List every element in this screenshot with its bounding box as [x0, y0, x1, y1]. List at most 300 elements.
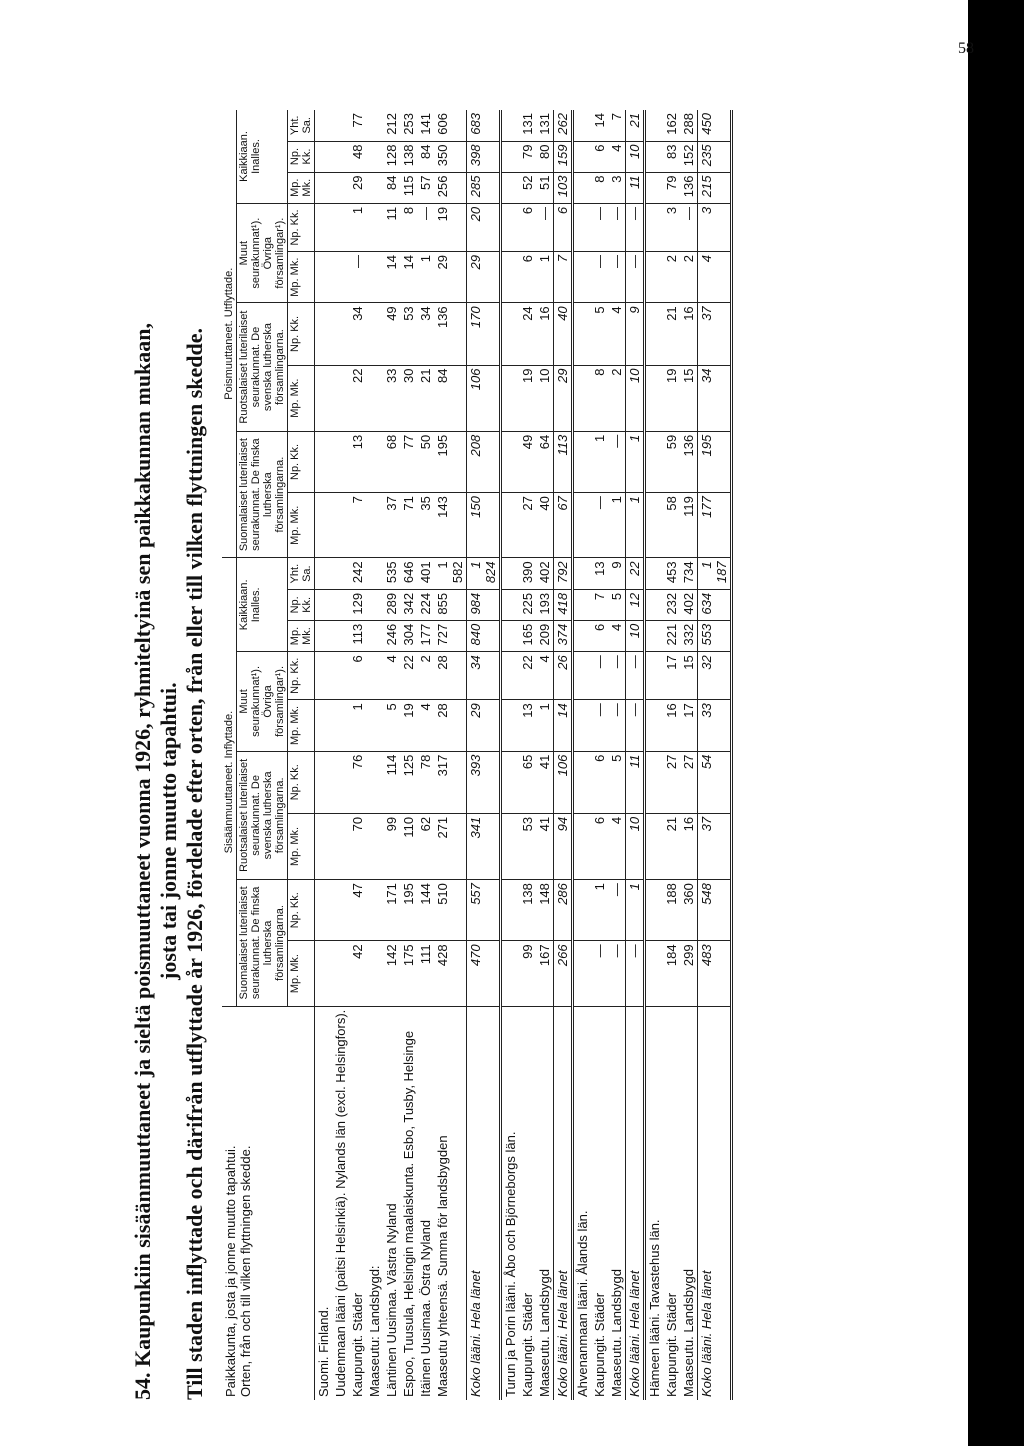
table-cell: 20	[467, 203, 501, 251]
table-cell: 49	[383, 303, 400, 365]
table-cell	[315, 493, 333, 558]
table-cell: 7	[554, 252, 573, 303]
table-body	[315, 110, 732, 1400]
table-cell	[501, 493, 520, 558]
table-cell: —	[608, 252, 626, 303]
table-cell: 15	[680, 365, 698, 431]
table-row	[519, 110, 536, 1400]
row-label: Turun ja Porin lääni. Åbo och Björneborgs län.	[503, 1131, 518, 1397]
table-cell	[645, 700, 664, 751]
table-cell	[315, 141, 333, 172]
table-cell: 418	[554, 589, 573, 620]
table-cell: 342	[400, 589, 417, 620]
table-cell: 428	[434, 941, 467, 1006]
title-line-3: Till staden inflyttade och därifrån utflyttade år 1926, fördelade efter orten, från eller till vilken flyttningen skedde.	[182, 327, 207, 1400]
table-cell: 232	[663, 589, 680, 620]
table-cell	[573, 303, 592, 365]
table-cell: 483	[698, 941, 732, 1006]
table-cell: —	[591, 700, 608, 751]
table-cell	[573, 700, 592, 751]
table-cell: 184	[663, 941, 680, 1006]
sub-header: Mp. Mk.	[288, 700, 315, 751]
table-row	[349, 110, 366, 1400]
table-cell: 53	[519, 813, 536, 879]
table-cell: —	[608, 880, 626, 941]
table-cell: 2	[663, 252, 680, 303]
table-cell: 17	[680, 700, 698, 751]
table-cell	[573, 558, 592, 589]
table-cell: 6	[519, 203, 536, 251]
table-cell: 341	[467, 813, 501, 879]
table-cell: 286	[554, 880, 573, 941]
table-cell: 683	[467, 110, 501, 141]
table-cell: 13	[519, 700, 536, 751]
row-label: Maaseutu yhteensä. Summa för landsbygden	[435, 1135, 450, 1397]
table-cell: 30	[400, 365, 417, 431]
table-cell	[315, 589, 333, 620]
table-cell: 128	[383, 141, 400, 172]
table-cell: 175	[400, 941, 417, 1006]
table-cell	[501, 252, 520, 303]
table-cell: 58	[663, 493, 680, 558]
table-cell: 41	[536, 813, 554, 879]
table-cell: 138	[400, 141, 417, 172]
table-cell	[366, 110, 383, 141]
table-cell: 28	[434, 700, 467, 751]
table-cell: 235	[698, 141, 732, 172]
table-cell	[645, 365, 664, 431]
table-cell	[501, 813, 520, 879]
row-label: Hämeen lääni. Tavastehus län.	[647, 1219, 662, 1397]
table-cell: 1 824	[467, 558, 501, 589]
table-cell: 5	[608, 589, 626, 620]
table-cell: 119	[680, 493, 698, 558]
table-cell: 646	[400, 558, 417, 589]
table-cell	[366, 365, 383, 431]
table-cell: 10	[626, 365, 645, 431]
group-header: Suomalaiset luterilaiset seurakunnat. De finska lutherska församlingarna.	[237, 431, 288, 558]
table-cell: 57	[417, 172, 434, 203]
table-cell: 142	[383, 941, 400, 1006]
table-cell	[645, 751, 664, 813]
sub-header: Mp. Mk.	[288, 941, 315, 1006]
table-cell	[366, 172, 383, 203]
table-row	[663, 110, 680, 1400]
table-cell: 11	[626, 751, 645, 813]
table-cell: 162	[663, 110, 680, 141]
table-cell: 225	[519, 589, 536, 620]
table-cell: 70	[349, 813, 366, 879]
table-cell: 29	[434, 252, 467, 303]
table-cell: 470	[467, 941, 501, 1006]
table-cell: 4	[608, 620, 626, 651]
table-cell: 11	[383, 203, 400, 251]
table-cell	[573, 172, 592, 203]
table-cell: 22	[400, 652, 417, 700]
table-cell: 78	[417, 751, 434, 813]
table-cell	[366, 700, 383, 751]
table-cell: 2	[680, 252, 698, 303]
title-line-1: 54. Kaupunkiin sisäänmuuttaneet ja sieltä poismuuttaneet vuonna 1926, ryhmiteltyinä sen paikkakunnan mukaan,	[130, 322, 155, 1400]
table-cell	[645, 110, 664, 141]
table-cell	[573, 880, 592, 941]
table-cell: 53	[400, 303, 417, 365]
table-cell: 148	[536, 880, 554, 941]
table-cell: 37	[698, 813, 732, 879]
row-label: Suomi. Finland.	[316, 1306, 331, 1397]
table-cell: 195	[698, 431, 732, 492]
table-cell: 27	[663, 751, 680, 813]
table-cell	[645, 172, 664, 203]
table-cell: 114	[383, 751, 400, 813]
table-cell	[645, 558, 664, 589]
table-cell: 26	[554, 652, 573, 700]
table-cell: 548	[698, 880, 732, 941]
table-cell: 855	[434, 589, 467, 620]
table-cell: —	[626, 203, 645, 251]
table-cell: 3	[608, 172, 626, 203]
row-label: Läntinen Uusimaa. Västra Nyland	[384, 1203, 399, 1397]
table-cell: 6	[591, 813, 608, 879]
table-cell: 136	[680, 172, 698, 203]
group-header: Muut seurakunnat¹). Övriga församlingar¹).	[237, 652, 288, 751]
table-cell	[366, 252, 383, 303]
table-cell: 4	[417, 700, 434, 751]
table-cell: 7	[591, 589, 608, 620]
table-cell	[645, 880, 664, 941]
table-cell: 734	[680, 558, 698, 589]
table-cell	[645, 589, 664, 620]
table-cell: 7	[608, 110, 626, 141]
table-cell: 12	[626, 589, 645, 620]
table-cell	[332, 589, 349, 620]
table-row	[573, 110, 592, 1400]
table-cell	[332, 620, 349, 651]
table-cell: 21	[663, 303, 680, 365]
table-cell: 6	[591, 141, 608, 172]
table-cell	[573, 589, 592, 620]
table-row	[366, 110, 383, 1400]
table-cell	[645, 652, 664, 700]
table-cell: —	[536, 203, 554, 251]
table-cell	[315, 620, 333, 651]
table-cell	[501, 431, 520, 492]
table-cell: 106	[467, 365, 501, 431]
table-cell: 1	[417, 252, 434, 303]
table-cell: 42	[349, 941, 366, 1006]
table-cell: 16	[536, 303, 554, 365]
row-label: Kaupungit. Städer	[592, 1292, 607, 1397]
table-cell: 111	[417, 941, 434, 1006]
table-cell: 15	[680, 652, 698, 700]
table-cell: 77	[400, 431, 417, 492]
table-cell: 840	[467, 620, 501, 651]
table-cell	[573, 751, 592, 813]
table-cell: 208	[467, 431, 501, 492]
table-cell: 68	[383, 431, 400, 492]
table-cell	[366, 620, 383, 651]
table-cell	[315, 813, 333, 879]
table-cell	[501, 365, 520, 431]
table-cell: 4	[698, 252, 732, 303]
table-cell: 289	[383, 589, 400, 620]
table-cell: 1	[626, 431, 645, 492]
table-cell	[315, 751, 333, 813]
table-cell	[645, 303, 664, 365]
table-cell: 33	[698, 700, 732, 751]
table-cell	[501, 141, 520, 172]
table-cell: 170	[467, 303, 501, 365]
table-cell: —	[591, 203, 608, 251]
sub-header: Np. Kk.	[288, 431, 315, 492]
table-cell: 4	[536, 652, 554, 700]
table-cell: 193	[536, 589, 554, 620]
table-cell	[332, 365, 349, 431]
table-cell: —	[591, 652, 608, 700]
table-cell: 4	[608, 813, 626, 879]
table-cell: 10	[626, 141, 645, 172]
table-cell: 19	[400, 700, 417, 751]
table-cell: 606	[434, 110, 467, 141]
table-cell: 76	[349, 751, 366, 813]
table-cell: 5	[608, 751, 626, 813]
table-cell: 5	[591, 303, 608, 365]
table-cell: 28	[434, 652, 467, 700]
table-row	[434, 110, 467, 1400]
table-cell: 27	[680, 751, 698, 813]
table-cell: 159	[554, 141, 573, 172]
table-cell: 1	[536, 252, 554, 303]
sub-header: Mp. Mk.	[288, 493, 315, 558]
rotated-page	[130, 60, 940, 1400]
table-cell: 141	[417, 110, 434, 141]
table-cell: 129	[349, 589, 366, 620]
scan-border	[968, 0, 1024, 1446]
table-cell	[315, 431, 333, 492]
table-cell: 221	[663, 620, 680, 651]
table-cell	[332, 303, 349, 365]
table-cell: 271	[434, 813, 467, 879]
row-label: Uudenmaan lääni (paitsi Helsinkiä). Nylands län (excl. Helsingfors).	[333, 1009, 348, 1397]
table-cell: 8	[591, 365, 608, 431]
group-header: Ruotsalaiset luterilaiset seurakunnat. De svenska lutherska församlingarna.	[237, 303, 288, 431]
table-cell: 51	[536, 172, 554, 203]
table-cell: 143	[434, 493, 467, 558]
table-cell	[332, 751, 349, 813]
table-cell: 21	[417, 365, 434, 431]
table-cell: 224	[417, 589, 434, 620]
table-cell	[501, 652, 520, 700]
table-cell: 84	[434, 365, 467, 431]
table-cell: 13	[591, 558, 608, 589]
table-cell: 285	[467, 172, 501, 203]
table-cell: 177	[698, 493, 732, 558]
table-cell: 288	[680, 110, 698, 141]
table-cell: 8	[400, 203, 417, 251]
table-cell: 6	[554, 203, 573, 251]
table-cell: 1	[349, 203, 366, 251]
header-place	[222, 1006, 315, 1400]
row-label: Koko lääni. Hela länet	[698, 1006, 732, 1400]
table-cell: 40	[554, 303, 573, 365]
table-cell	[573, 252, 592, 303]
table-cell: 792	[554, 558, 573, 589]
table-cell: 34	[349, 303, 366, 365]
table-cell: 4	[608, 141, 626, 172]
table-cell: 262	[554, 110, 573, 141]
table-cell: 16	[680, 813, 698, 879]
table-cell: 136	[680, 431, 698, 492]
row-label: Koko lääni. Hela länet	[626, 1006, 645, 1400]
table-row	[591, 110, 608, 1400]
table-cell	[332, 431, 349, 492]
row-label: Ahvenanmaan lääni. Ålands län.	[575, 1210, 590, 1397]
table-cell: 402	[536, 558, 554, 589]
table-cell	[332, 203, 349, 251]
table-cell: —	[626, 941, 645, 1006]
table-cell	[645, 493, 664, 558]
header-place-sv: Orten, från och till vilken flyttningen skedde.	[238, 1145, 253, 1397]
sub-header: Yht. Sa.	[288, 110, 315, 141]
table-cell: 510	[434, 880, 467, 941]
table-cell: 22	[519, 652, 536, 700]
table-cell: —	[591, 252, 608, 303]
table-cell: 634	[698, 589, 732, 620]
table-cell: 10	[536, 365, 554, 431]
table-cell: 49	[519, 431, 536, 492]
table-cell	[573, 652, 592, 700]
table-cell: 48	[349, 141, 366, 172]
table-cell: 1	[626, 880, 645, 941]
table-cell: 34	[417, 303, 434, 365]
table-cell: 29	[467, 252, 501, 303]
sub-header: Np. Kk.	[288, 880, 315, 941]
table-cell: 40	[536, 493, 554, 558]
table-cell: 37	[698, 303, 732, 365]
table-cell: —	[608, 203, 626, 251]
table-cell	[315, 203, 333, 251]
table-cell: 1 582	[434, 558, 467, 589]
table-cell: 1	[591, 880, 608, 941]
table-cell	[366, 558, 383, 589]
table-row	[315, 110, 333, 1400]
table-cell: 84	[417, 141, 434, 172]
table-cell: 19	[519, 365, 536, 431]
table-cell: 113	[554, 431, 573, 492]
table-cell: 535	[383, 558, 400, 589]
table-cell	[501, 110, 520, 141]
title-line-2: josta tai jonne muutto tapahtui.	[156, 682, 181, 980]
table-cell: 1	[349, 700, 366, 751]
row-label: Koko lääni. Hela länet	[554, 1006, 573, 1400]
table-cell: 152	[680, 141, 698, 172]
row-label: Kaupungit. Städer	[664, 1292, 679, 1397]
sub-header: Mp. Mk.	[288, 172, 315, 203]
table-cell	[366, 431, 383, 492]
table-cell: 317	[434, 751, 467, 813]
table-cell: 59	[663, 431, 680, 492]
table-cell: 299	[680, 941, 698, 1006]
table-cell: 16	[680, 303, 698, 365]
row-label: Maaseutu: Landsbygd:	[367, 1265, 382, 1397]
total-row	[626, 110, 645, 1400]
table-cell	[332, 141, 349, 172]
table-cell: —	[680, 203, 698, 251]
table-cell: 8	[591, 172, 608, 203]
table-cell: 13	[349, 431, 366, 492]
table-cell	[366, 493, 383, 558]
table-cell: 374	[554, 620, 573, 651]
total-row	[554, 110, 573, 1400]
table-cell: 393	[467, 751, 501, 813]
table-cell	[366, 941, 383, 1006]
table-cell: 115	[400, 172, 417, 203]
table-cell	[366, 880, 383, 941]
table-cell: 1	[608, 493, 626, 558]
table-cell: 136	[434, 303, 467, 365]
table-cell: 54	[698, 751, 732, 813]
table-cell: 6	[519, 252, 536, 303]
table-cell: 5	[383, 700, 400, 751]
table-cell	[332, 172, 349, 203]
table-cell: 67	[554, 493, 573, 558]
table-cell	[573, 493, 592, 558]
table-cell	[332, 941, 349, 1006]
table-cell	[366, 751, 383, 813]
table-cell	[332, 652, 349, 700]
table-cell: 14	[554, 700, 573, 751]
table-cell: 79	[663, 172, 680, 203]
table-cell: 29	[467, 700, 501, 751]
row-label: Kaupungit. Städer	[350, 1292, 365, 1397]
table-cell	[366, 141, 383, 172]
table-cell: 3	[663, 203, 680, 251]
sub-header: Np. Kk.	[288, 203, 315, 251]
table-cell: 195	[434, 431, 467, 492]
table-cell: 33	[383, 365, 400, 431]
table-row	[417, 110, 434, 1400]
row-label: Espoo, Tuusula, Helsingin maalaiskunta. Esbo, Tusby, Helsinge	[401, 1030, 416, 1397]
table-cell	[315, 880, 333, 941]
table-cell: 94	[554, 813, 573, 879]
sub-header: Mp. Mk.	[288, 365, 315, 431]
table-cell: 99	[519, 941, 536, 1006]
table-cell: 125	[400, 751, 417, 813]
table-cell: —	[626, 252, 645, 303]
table-cell: 246	[383, 620, 400, 651]
table-cell	[573, 141, 592, 172]
table-row	[501, 110, 520, 1400]
table-cell	[501, 203, 520, 251]
table-cell: 77	[349, 110, 366, 141]
table-cell: 14	[400, 252, 417, 303]
table-cell: 2	[417, 652, 434, 700]
table-cell	[501, 700, 520, 751]
table-cell	[645, 252, 664, 303]
sub-header: Np. Kk.	[288, 141, 315, 172]
table-cell: 4	[608, 303, 626, 365]
table-heading	[130, 80, 208, 1400]
table-cell: 332	[680, 620, 698, 651]
row-label: Maaseutu. Landsbygd	[681, 1269, 696, 1397]
row-label: Maaseutu. Landsbygd	[609, 1269, 624, 1397]
table-cell: 106	[554, 751, 573, 813]
table-cell: 6	[591, 751, 608, 813]
table-cell: —	[591, 941, 608, 1006]
sub-header: Mp. Mk.	[288, 813, 315, 879]
row-label: Maaseutu. Landsbygd	[537, 1269, 552, 1397]
table-cell: 14	[383, 252, 400, 303]
